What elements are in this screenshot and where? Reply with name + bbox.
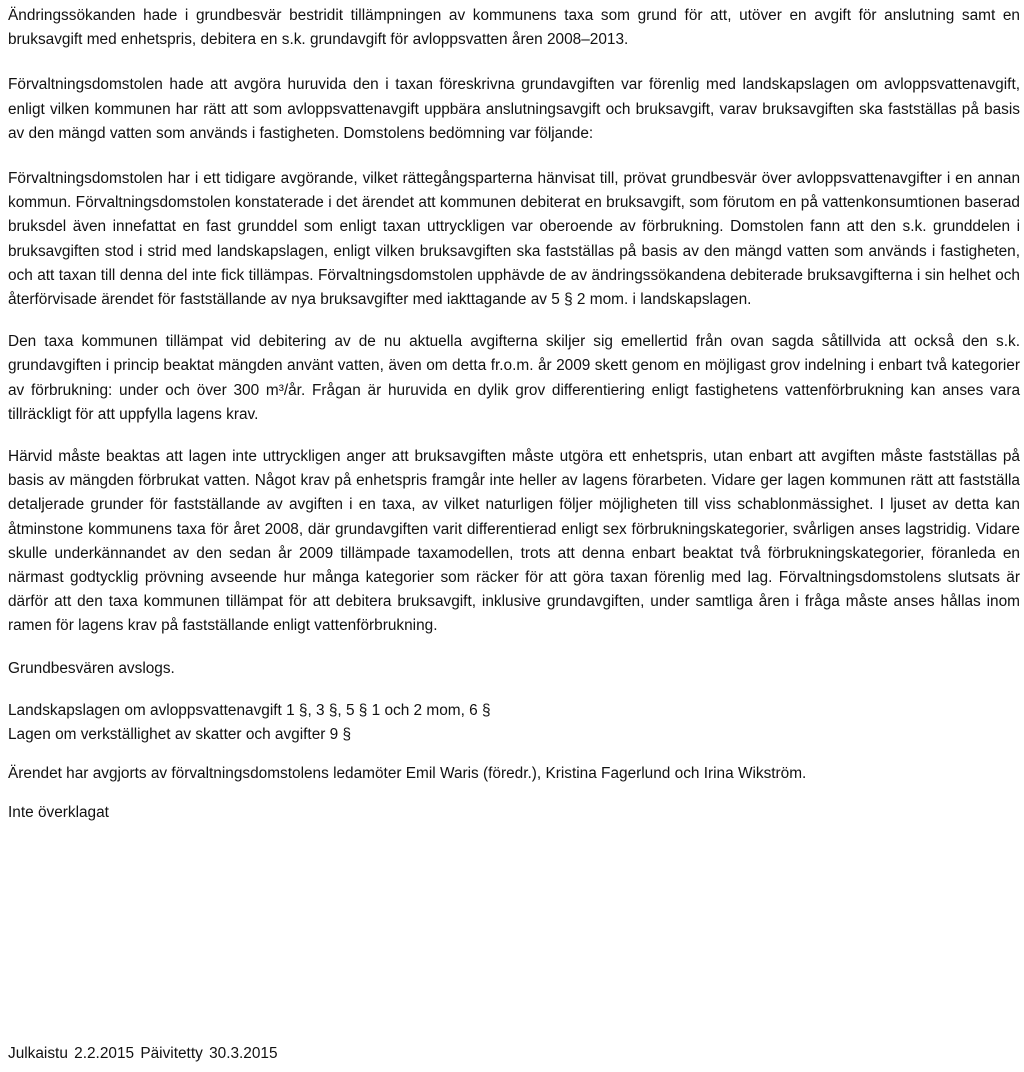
statute-references	[8, 699, 1020, 747]
paragraph-background: Ändringssökanden hade i grundbesvär bestridit tillämpningen av kommunens taxa som grund för att, utöver en avgift för anslutning samt en bruksavgift med enhetspris, debitera en s.k. grundavgift för avloppsvatten åren 2008–2013.	[8, 7, 1020, 49]
appeal-status: Inte överklagat	[8, 804, 109, 822]
paragraph-tariff-assessment: Den taxa kommunen tillämpat vid debitering av de nu aktuella avgifterna skiljer sig emellertid från ovan sagda såtillvida att också den s.k. grundavgiften i princip beaktat mängden använt vatten, även om detta fr.o.m. år 2009 skett genom en möjligast grov indelning i enbart två kategorier av förbrukning: under och över 300 m³/år. Frågan är huruvida en dylik grov differentiering enligt fastighetens vattenförbrukning kan anses vara tillräckligt för att uppfylla lagens krav.	[8, 333, 1020, 423]
paragraph-issue: Förvaltningsdomstolen hade att avgöra huruvida den i taxan föreskrivna grundavgiften var förenlig med landskapslagen om avloppsvattenavgift, enligt vilken kommunen har rätt att som avloppsvattenavgift uppbära anslutningsavgift och bruksavgift, varav bruksavgiften ska fastställas på basis av den mängd vatten som används i fastigheten. Domstolens bedömning var följande:	[8, 76, 1020, 142]
judges-line: Ärendet har avgjorts av förvaltningsdomstolens ledamöter Emil Waris (föredr.), Kristina Fagerlund och Irina Wikström.	[8, 765, 807, 783]
updated-date: Päivitetty 30.3.2015	[140, 1045, 278, 1062]
paragraph-legal-reasoning: Härvid måste beaktas att lagen inte uttryckligen anger att bruksavgiften måste utgöra ett enhetspris, utan enbart att avgiften måste fastställas på basis av mängden förbrukat vatten. Något krav på enhetspris framgår inte heller av lagens förarbeten. Vidare ger lagen kommunen rätt att fastställa detaljerade grunder för fastställande av avgiften i en taxa, av vilket naturligen följer möjligheten till viss schablonmässighet. I ljuset av detta kan åtminstone kommunens taxa för året 2008, där grundavgiften varit differentierad enligt sex förbrukningskategorier, svårligen anses lagstridig. Vidare skulle underkännandet av den sedan år 2009 tillämpade taxamodellen, trots att denna enbart beaktat två förbrukningskategorier, föranleda en närmast godtycklig prövning avseende hur många kategorier som räcker för att göra taxan förenlig med lag. Förvaltningsdomstolens slutsats är därför att den taxa kommunen tillämpat för att debitera bruksavgift, inklusive grundavgiften, under samtliga åren i fråga måste anses hållas inom ramen för lagens krav på fastställande enligt vattenförbrukning.	[8, 448, 1020, 635]
paragraph-prior-ruling: Förvaltningsdomstolen har i ett tidigare avgörande, vilket rättegångsparterna hänvisat till, prövat grundbesvär över avloppsvattenavgifter i en annan kommun. Förvaltningsdomstolen konstaterade i det ärendet att kommunen debiterat en bruksavgift, som förutom en på vattenkonsumtionen baserad bruksdel även innefattat en fast grunddel som enligt taxan uttryckligen var oberoende av förbrukning. Domstolen fann att den s.k. grunddelen i bruksavgiften stod i strid med landskapslagen, enligt vilken bruksavgiften ska fastställas på basis av den mängd vatten som används i fastigheten, och att taxan till denna del inte fick tillämpas. Förvaltningsdomstolen upphävde de av ändringssökandena debiterade bruksavgifterna i sin helhet och återförvisade ärendet för fastställande av nya bruksavgifter med iakttagande av 5 § 2 mom. i landskapslagen.	[8, 170, 1020, 309]
publication-footer	[8, 1044, 278, 1064]
paragraph-outcome: Grundbesvären avslogs.	[8, 659, 175, 677]
statute-reference: Lagen om verkställighet av skatter och avgifter 9 §	[8, 726, 352, 744]
statute-reference: Landskapslagen om avloppsvattenavgift 1 §, 3 §, 5 § 1 och 2 mom, 6 §	[8, 701, 491, 719]
published-date: Julkaistu 2.2.2015	[8, 1045, 135, 1062]
decision-text	[8, 4, 1020, 826]
